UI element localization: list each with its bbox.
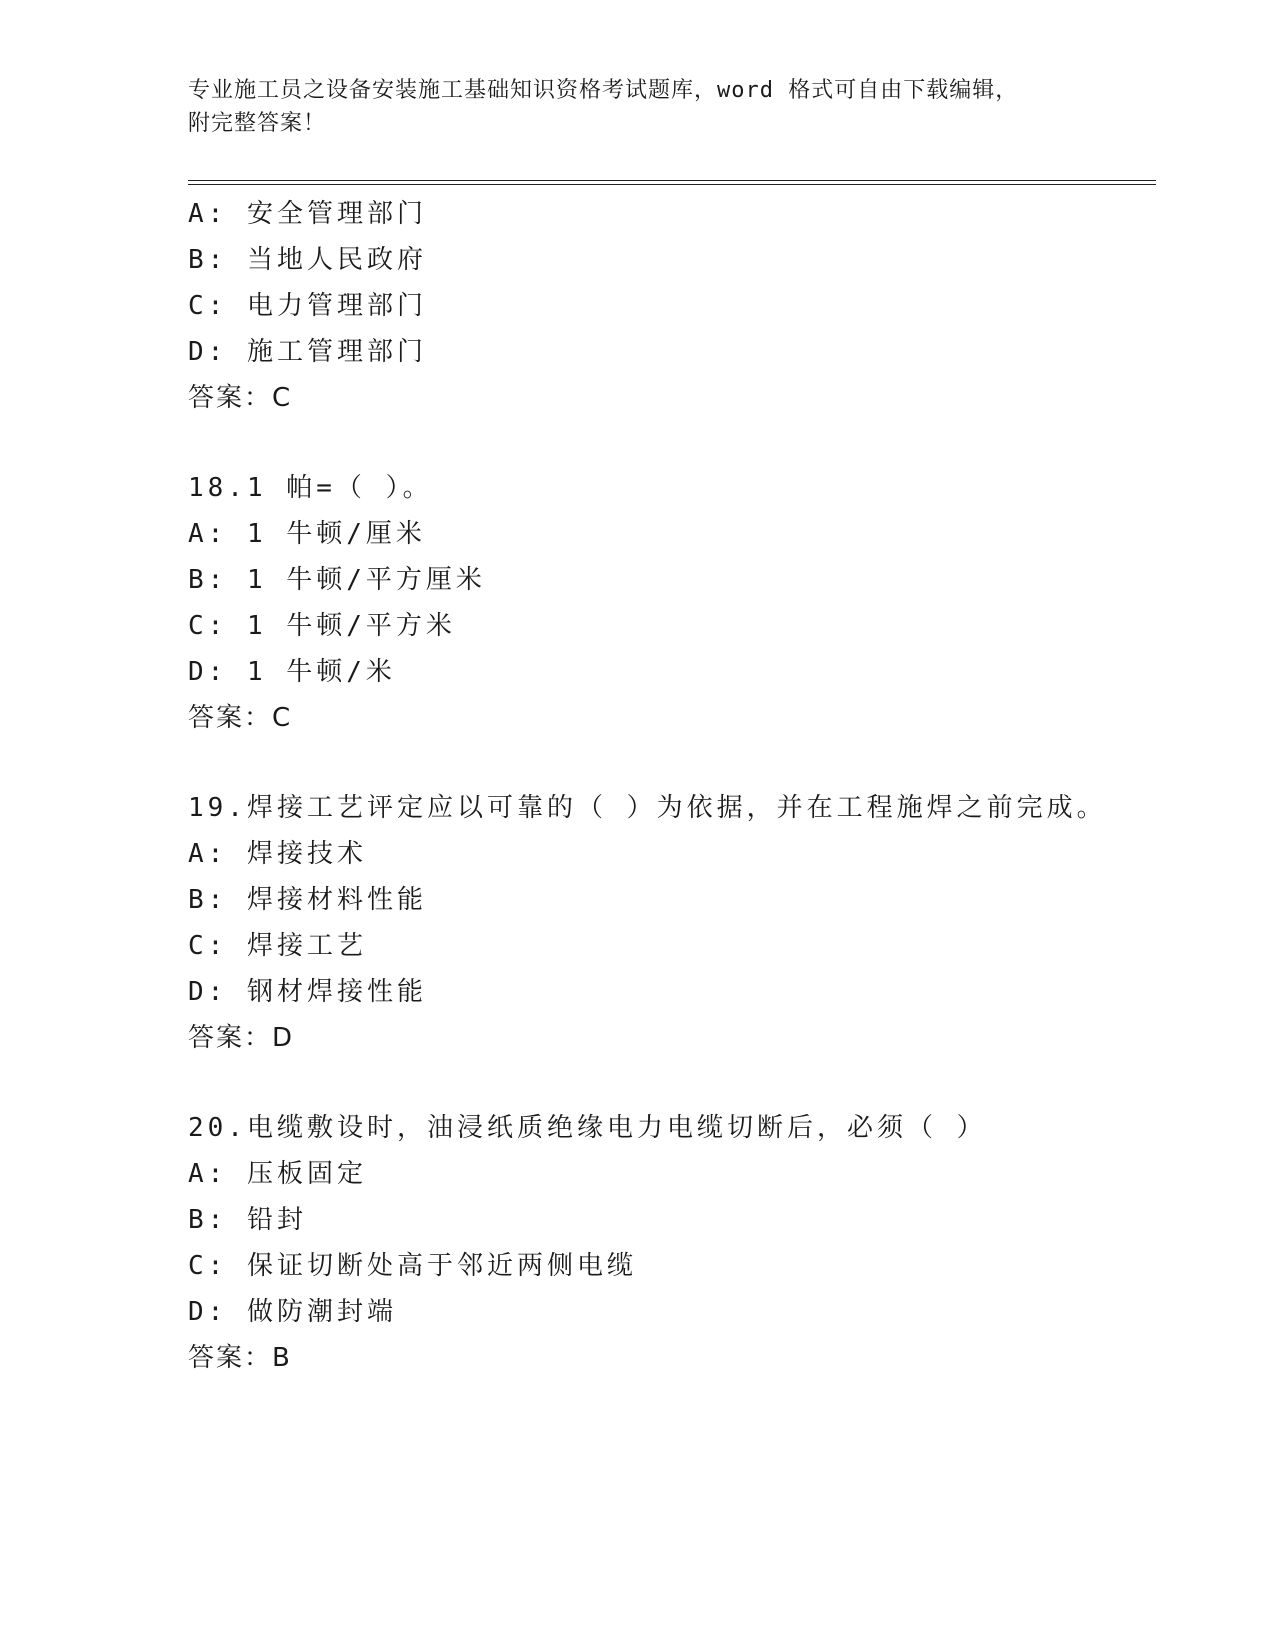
question-list bbox=[188, 191, 1156, 1381]
option-a: A: 安全管理部门 bbox=[188, 199, 427, 229]
answer-line: 答案：B bbox=[188, 1343, 292, 1373]
header-line-1: 专业施工员之设备安装施工基础知识资格考试题库，word 格式可自由下载编辑， bbox=[188, 78, 1019, 103]
option-b: B: 焊接材料性能 bbox=[188, 885, 427, 915]
answer-line: 答案：C bbox=[188, 703, 293, 733]
option-a: A: 焊接技术 bbox=[188, 839, 367, 869]
option-a: A: 压板固定 bbox=[188, 1159, 367, 1189]
option-c: C: 保证切断处高于邻近两侧电缆 bbox=[188, 1251, 637, 1281]
question-20 bbox=[188, 1105, 1156, 1381]
question-19 bbox=[188, 785, 1156, 1061]
option-c: C: 1 牛顿/平方米 bbox=[188, 611, 456, 641]
option-d: D: 钢材焊接性能 bbox=[188, 977, 427, 1007]
document-header bbox=[188, 74, 1108, 140]
answer-line: 答案：C bbox=[188, 383, 293, 413]
question-18 bbox=[188, 465, 1156, 741]
option-c: C: 电力管理部门 bbox=[188, 291, 427, 321]
option-d: D: 施工管理部门 bbox=[188, 337, 427, 367]
answer-line: 答案：D bbox=[188, 1023, 295, 1053]
question-stem: 18.1 帕=（ ）。 bbox=[188, 473, 433, 503]
option-b: B: 当地人民政府 bbox=[188, 245, 427, 275]
option-c: C: 焊接工艺 bbox=[188, 931, 367, 961]
option-b: B: 铅封 bbox=[188, 1205, 307, 1235]
question-17 bbox=[188, 191, 1156, 421]
header-double-rule bbox=[188, 180, 1156, 185]
question-stem: 20.电缆敷设时，油浸纸质绝缘电力电缆切断后，必须（ ） bbox=[188, 1113, 987, 1143]
header-line-2: 附完整答案！ bbox=[188, 111, 327, 136]
option-b: B: 1 牛顿/平方厘米 bbox=[188, 565, 486, 595]
question-stem: 19.焊接工艺评定应以可靠的（ ）为依据，并在工程施焊之前完成。 bbox=[188, 793, 1107, 823]
option-d: D: 做防潮封端 bbox=[188, 1297, 397, 1327]
option-a: A: 1 牛顿/厘米 bbox=[188, 519, 426, 549]
option-d: D: 1 牛顿/米 bbox=[188, 657, 396, 687]
